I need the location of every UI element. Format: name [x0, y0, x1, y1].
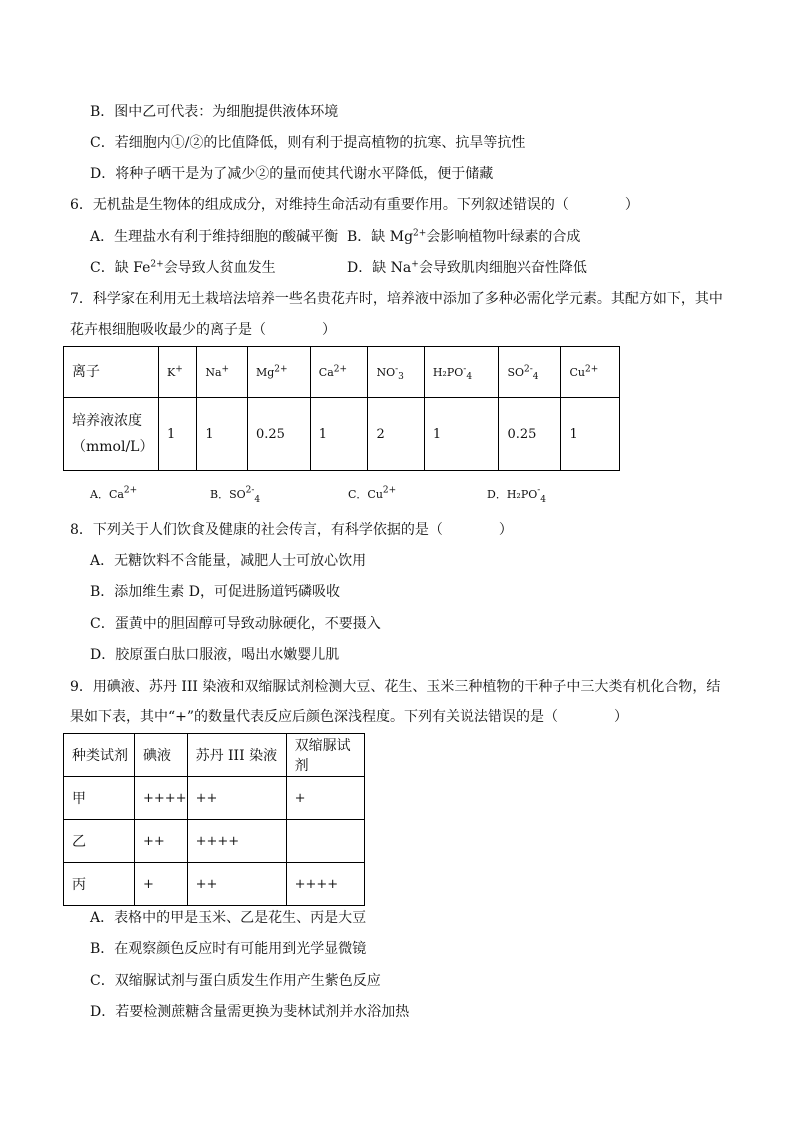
- table-cell-value: 1: [159, 398, 197, 471]
- q9-stem-line2: 果如下表，其中“+”的数量代表反应后颜色深浅程度。下列有关说法错误的是（ ）: [70, 709, 629, 725]
- table-cell-value: 0.25: [247, 398, 310, 471]
- table-cell-ion: $Mg^{2+}$: [247, 347, 310, 398]
- table-row-concentration: [64, 398, 620, 471]
- q5-option-d: D．将种子晒干是为了减少②的量而使其代谢水平降低，便于储藏: [90, 166, 494, 182]
- q6-option-b: B．缺 $Mg^{2+}$会影响植物叶绿素的合成: [347, 228, 581, 245]
- q7-option-b: B．$SO^{2-}_4$: [210, 485, 261, 505]
- table-cell-value: 1: [424, 398, 499, 471]
- q9-option-d: D．若要检测蔗糖含量需更换为斐林试剂并水浴加热: [90, 1004, 410, 1020]
- table-cell-ion: $SO^{2-}_4$: [499, 347, 561, 398]
- table-cell-ion: $NO^-_3$: [368, 347, 424, 398]
- q7-option-c: C．$Cu^{2+}$: [348, 485, 397, 501]
- q9-option-b: B．在观察颜色反应时有可能用到光学显微镜: [90, 941, 367, 957]
- table-cell: 甲: [64, 777, 135, 820]
- table-cell: ++: [135, 820, 188, 863]
- table-header-cell: 碘液: [135, 734, 188, 777]
- ion-concentration-table: [63, 346, 620, 471]
- table-header-row: [64, 734, 365, 777]
- table-cell: 丙: [64, 863, 135, 906]
- q8-option-d: D．胶原蛋白肽口服液，喝出水嫩婴儿肌: [90, 647, 340, 663]
- q6-option-a: A．生理盐水有利于维持细胞的酸碱平衡: [90, 229, 339, 245]
- table-cell-ion: $H_2PO^-_4$: [424, 347, 499, 398]
- table-cell-header-concentration: 培养液浓度 （mmol/L）: [64, 398, 159, 471]
- table-cell: ++: [187, 777, 286, 820]
- q5-option-b: B．图中乙可代表：为细胞提供液体环境: [90, 104, 339, 120]
- reagent-results-table: [63, 733, 365, 906]
- table-cell-value: 1: [561, 398, 620, 471]
- table-row-ions: [64, 347, 620, 398]
- table-cell-value: 2: [368, 398, 424, 471]
- q6-option-d: D．缺 Na+会导致肌肉细胞兴奋性降低: [347, 259, 587, 276]
- table-cell-ion: $Cu^{2+}$: [561, 347, 620, 398]
- q6-stem: 6．无机盐是生物体的组成成分，对维持生命活动有重要作用。下列叙述错误的（ ）: [70, 197, 639, 213]
- q7-option-d: D．$H_2PO^-_4$: [487, 485, 547, 505]
- q9-stem-line1: 9．用碘液、苏丹 III 染液和双缩脲试剂检测大豆、花生、玉米三种植物的干种子中三大类有机化合物，结: [70, 679, 721, 695]
- q9-option-a: A．表格中的甲是玉米、乙是花生、丙是大豆: [90, 910, 367, 926]
- table-cell-value: 0.25: [499, 398, 561, 471]
- table-row: [64, 820, 365, 863]
- q8-option-b: B．添加维生素 D，可促进肠道钙磷吸收: [90, 584, 340, 600]
- table-cell-value: 1: [310, 398, 368, 471]
- table-row: [64, 863, 365, 906]
- table-cell-header-ion: 离子: [64, 347, 159, 398]
- table-cell: 乙: [64, 820, 135, 863]
- table-cell-ion: Na+: [197, 347, 248, 398]
- q5-option-c: C．若细胞内①/②的比值降低，则有利于提高植物的抗寒、抗旱等抗性: [90, 135, 526, 151]
- table-cell: [286, 820, 364, 863]
- table-header-cell: 苏丹 III 染液: [187, 734, 286, 777]
- q6-option-c: C．缺 $Fe^{2+}$会导致人贫血发生: [90, 259, 276, 276]
- q9-option-c: C．双缩脲试剂与蛋白质发生作用产生紫色反应: [90, 973, 381, 989]
- q8-stem: 8．下列关于人们饮食及健康的社会传言，有科学依据的是（ ）: [70, 522, 513, 538]
- table-cell: ++++: [187, 820, 286, 863]
- q8-option-c: C．蛋黄中的胆固醇可导致动脉硬化，不要摄入: [90, 616, 381, 632]
- table-cell: +: [286, 777, 364, 820]
- q7-option-a: A．$Ca^{2+}$: [90, 485, 138, 501]
- table-header-cell: 种类试剂: [64, 734, 135, 777]
- table-cell-ion: $Ca^{2+}$: [310, 347, 368, 398]
- table-cell: +: [135, 863, 188, 906]
- q7-stem-line2: 花卉根细胞吸收最少的离子是（ ）: [70, 322, 336, 338]
- q7-stem-line1: 7．科学家在利用无土栽培法培养一些名贵花卉时，培养液中添加了多种必需化学元素。其配方如下，其中: [70, 291, 723, 307]
- table-cell-ion: K+: [159, 347, 197, 398]
- table-row: [64, 777, 365, 820]
- table-cell: ++++: [135, 777, 188, 820]
- table-cell: ++: [187, 863, 286, 906]
- q8-option-a: A．无糖饮料不含能量，减肥人士可放心饮用: [90, 553, 367, 569]
- table-cell-value: 1: [197, 398, 248, 471]
- table-header-cell: 双缩脲试剂: [286, 734, 364, 777]
- table-cell: ++++: [286, 863, 364, 906]
